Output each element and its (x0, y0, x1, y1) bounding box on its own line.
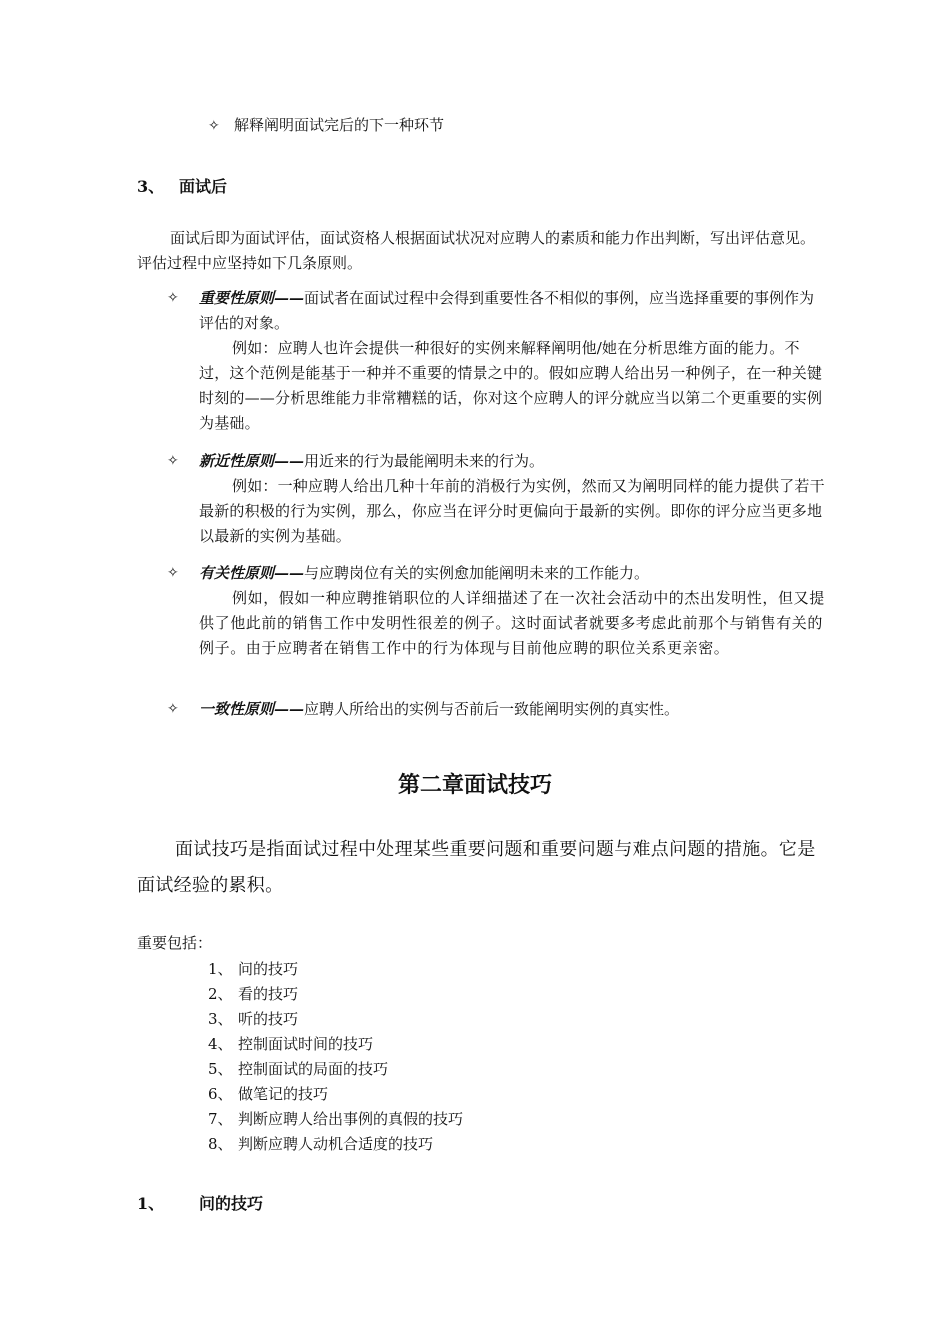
chapter-intro-paragraph: 面试技巧是指面试过程中处理某些重要问题和重要问题与难点问题的措施。它是面试经验的累积。 (137, 839, 816, 896)
list-item (208, 1007, 463, 1032)
list-item-number: 2、 (208, 985, 233, 1003)
list-item (208, 982, 463, 1007)
principle-term: 重要性原则—— (199, 289, 305, 307)
principle-recency (167, 449, 827, 549)
list-item (208, 1032, 463, 1057)
list-item-number: 4、 (208, 1035, 233, 1053)
list-item (208, 1057, 463, 1082)
section-title: 面试后 (179, 177, 228, 196)
principle-statement (199, 449, 827, 474)
list-item-number: 6、 (208, 1085, 233, 1103)
list-item (208, 1107, 463, 1132)
section-title: 问的技巧 (199, 1194, 264, 1213)
list-item-number: 8、 (208, 1135, 233, 1153)
diamond-star-icon: ✧ (167, 565, 179, 581)
principle-example: 例如：一种应聘人给出几种十年前的消极行为实例，然而又为阐明同样的能力提供了若干最新的积极的行为实例，那么，你应当在评分时更偏向于最新的实例。即你的评分应当更多地以最新的实例为基础。 (199, 477, 825, 545)
principle-description: 用近来的行为最能阐明未来的行为。 (304, 452, 545, 470)
principle-term: 新近性原则—— (199, 452, 305, 470)
list-item (208, 957, 463, 982)
diamond-star-icon: ✧ (167, 453, 179, 469)
technique-list (208, 957, 463, 1157)
list-item-text: 控制面试的局面的技巧 (238, 1060, 389, 1078)
principle-term: 一致性原则—— (199, 700, 305, 718)
list-item-number: 7、 (208, 1110, 233, 1128)
section-number: 1、 (137, 1194, 165, 1213)
section-number: 3、 (137, 177, 165, 196)
principle-example: 例如：应聘人也许会提供一种很好的实例来解释阐明他/她在分析思维方面的能力。不过，这个范例是能基于一种并不重要的情景之中的。假如应聘人给出另一种例子，在一种关键时刻的——分析思维能力非常糟糕的话，你对这个应聘人的评分就应当以第二个更重要的实例为基础。 (199, 339, 823, 432)
evaluation-intro-paragraph: 面试后即为面试评估，面试资格人根据面试状况对应聘人的素质和能力作出判断，写出评估意见。评估过程中应坚持如下几条原则。 (137, 229, 816, 272)
list-item-text: 听的技巧 (238, 1010, 299, 1028)
diamond-star-icon: ✧ (167, 701, 179, 717)
bullet-text: 解释阐明面试完后的下一种环节 (234, 116, 445, 134)
principle-consistency (167, 697, 827, 722)
list-item (208, 1082, 463, 1107)
list-item-text: 做笔记的技巧 (238, 1085, 329, 1103)
list-label: 重要包括： (137, 934, 213, 952)
bullet-item-next-step (208, 114, 444, 137)
principle-statement (199, 286, 827, 336)
diamond-star-icon: ✧ (167, 290, 179, 306)
principle-importance (167, 286, 827, 436)
principle-statement (199, 561, 827, 586)
chapter-title: 第二章面试技巧 (397, 772, 552, 798)
section-heading-after-interview (137, 176, 227, 198)
section-heading-questioning (137, 1193, 263, 1215)
principle-relevance (167, 561, 827, 661)
principle-description: 面试者在面试过程中会得到重要性各不相似的事例，应当选择重要的事例作为评估的对象。 (199, 289, 815, 332)
list-item-number: 3、 (208, 1010, 233, 1028)
list-item (208, 1132, 463, 1157)
principle-statement (199, 697, 827, 722)
list-item-number: 1、 (208, 960, 233, 978)
principle-description: 应聘人所给出的实例与否前后一致能阐明实例的真实性。 (304, 700, 680, 718)
list-item-text: 判断应聘人给出事例的真假的技巧 (238, 1110, 464, 1128)
principle-term: 有关性原则—— (199, 564, 305, 582)
list-item-text: 控制面试时间的技巧 (238, 1035, 374, 1053)
principle-example: 例如，假如一种应聘推销职位的人详细描述了在一次社会活动中的杰出发明性，但又提供了他此前的销售工作中发明性很差的例子。这时面试者就要多考虑此前那个与销售有关的例子。由于应聘者在销售工作中的行为体现与目前他应聘的职位关系更亲密。 (199, 589, 825, 657)
list-item-text: 判断应聘人动机合适度的技巧 (238, 1135, 434, 1153)
list-item-text: 看的技巧 (238, 985, 299, 1003)
principle-description: 与应聘岗位有关的实例愈加能阐明未来的工作能力。 (304, 564, 650, 582)
list-item-number: 5、 (208, 1060, 233, 1078)
diamond-star-icon: ✧ (208, 118, 220, 134)
list-item-text: 问的技巧 (238, 960, 299, 978)
